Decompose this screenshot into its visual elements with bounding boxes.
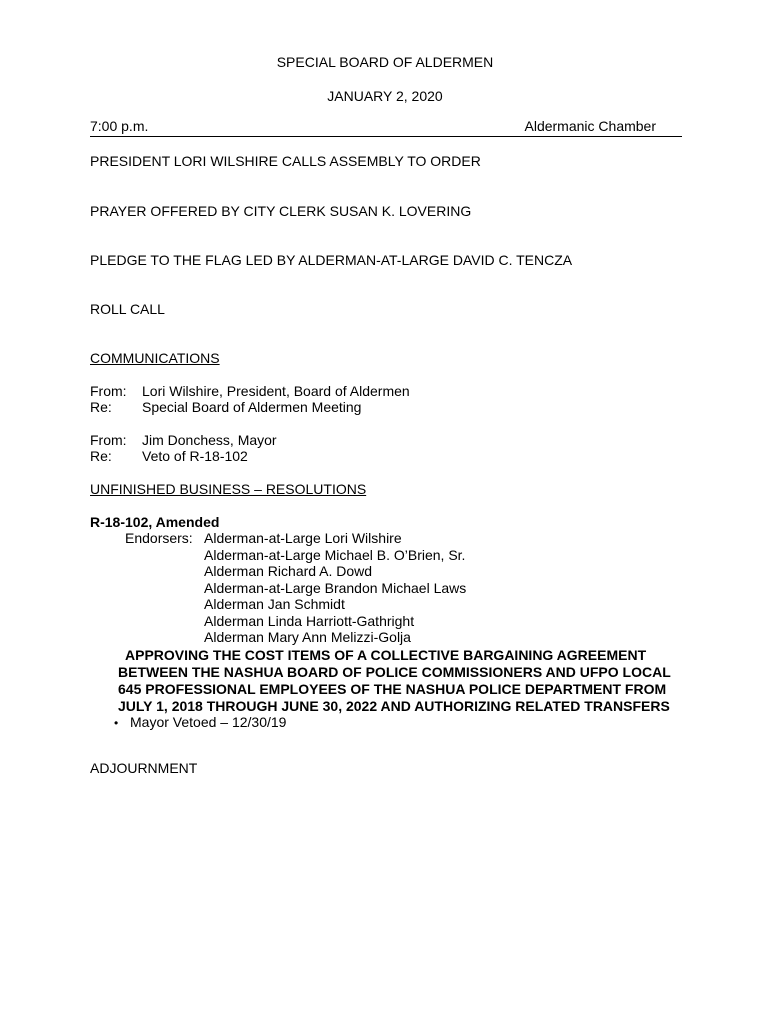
bullet-icon: • bbox=[114, 716, 119, 730]
endorser-item: Alderman Linda Harriott-Gathright bbox=[204, 612, 415, 629]
endorsers-label: Endorsers: bbox=[125, 530, 193, 546]
adjournment-item: ADJOURNMENT bbox=[90, 760, 198, 776]
resolution-id: R-18-102, Amended bbox=[90, 514, 220, 530]
meeting-date: JANUARY 2, 2020 bbox=[327, 88, 443, 104]
endorser-item: Alderman Mary Ann Melizzi-Golja bbox=[204, 629, 411, 645]
resolution-title-line: APPROVING THE COST ITEMS OF A COLLECTIVE BARGAINING AGREEMENT bbox=[125, 647, 647, 663]
communication-1-re: Special Board of Aldermen Meeting bbox=[142, 399, 362, 415]
meeting-time: 7:00 p.m. bbox=[90, 118, 149, 134]
meeting-location: Aldermanic Chamber bbox=[524, 118, 656, 134]
resolution-status bbox=[114, 714, 286, 732]
resolution-title-line: 645 PROFESSIONAL EMPLOYEES OF THE NASHUA POLICE DEPARTMENT FROM bbox=[118, 681, 667, 697]
resolution-status-text: Mayor Vetoed – 12/30/19 bbox=[130, 714, 287, 730]
communication-1-from-label: From: bbox=[90, 383, 127, 399]
endorser-item: Alderman-at-Large Michael B. O’Brien, Sr. bbox=[204, 546, 466, 563]
communication-1-re-label: Re: bbox=[90, 399, 112, 415]
endorser-item: Alderman Richard A. Dowd bbox=[204, 563, 373, 579]
communication-2-from-label: From: bbox=[90, 432, 127, 448]
resolution-title bbox=[118, 647, 678, 715]
pledge-item: PLEDGE TO THE FLAG LED BY ALDERMAN-AT-LARGE DAVID C. TENCZA bbox=[90, 252, 573, 268]
endorser-item: Alderman-at-Large Brandon Michael Laws bbox=[204, 579, 467, 596]
meeting-meta-row bbox=[90, 118, 682, 137]
communication-1-from: Lori Wilshire, President, Board of Aldermen bbox=[142, 383, 410, 399]
resolution-title-line: JULY 1, 2018 THROUGH JUNE 30, 2022 AND AUTHORIZING RELATED TRANSFERS bbox=[118, 698, 670, 714]
communication-2-re: Veto of R-18-102 bbox=[142, 448, 248, 464]
prayer-item: PRAYER OFFERED BY CITY CLERK SUSAN K. LOVERING bbox=[90, 203, 472, 219]
unfinished-business-heading: UNFINISHED BUSINESS – RESOLUTIONS bbox=[90, 481, 367, 497]
resolution-title-line: BETWEEN THE NASHUA BOARD OF POLICE COMMISSIONERS AND UFPO LOCAL bbox=[118, 664, 671, 680]
document-title: SPECIAL BOARD OF ALDERMEN bbox=[276, 54, 494, 70]
call-to-order: PRESIDENT LORI WILSHIRE CALLS ASSEMBLY TO ORDER bbox=[90, 153, 481, 169]
communication-2-from: Jim Donchess, Mayor bbox=[142, 432, 277, 448]
endorser-item: Alderman Jan Schmidt bbox=[204, 596, 345, 612]
communication-2-re-label: Re: bbox=[90, 448, 112, 464]
endorser-item: Alderman-at-Large Lori Wilshire bbox=[204, 530, 402, 546]
roll-call-item: ROLL CALL bbox=[90, 301, 165, 317]
communications-heading: COMMUNICATIONS bbox=[90, 350, 220, 366]
